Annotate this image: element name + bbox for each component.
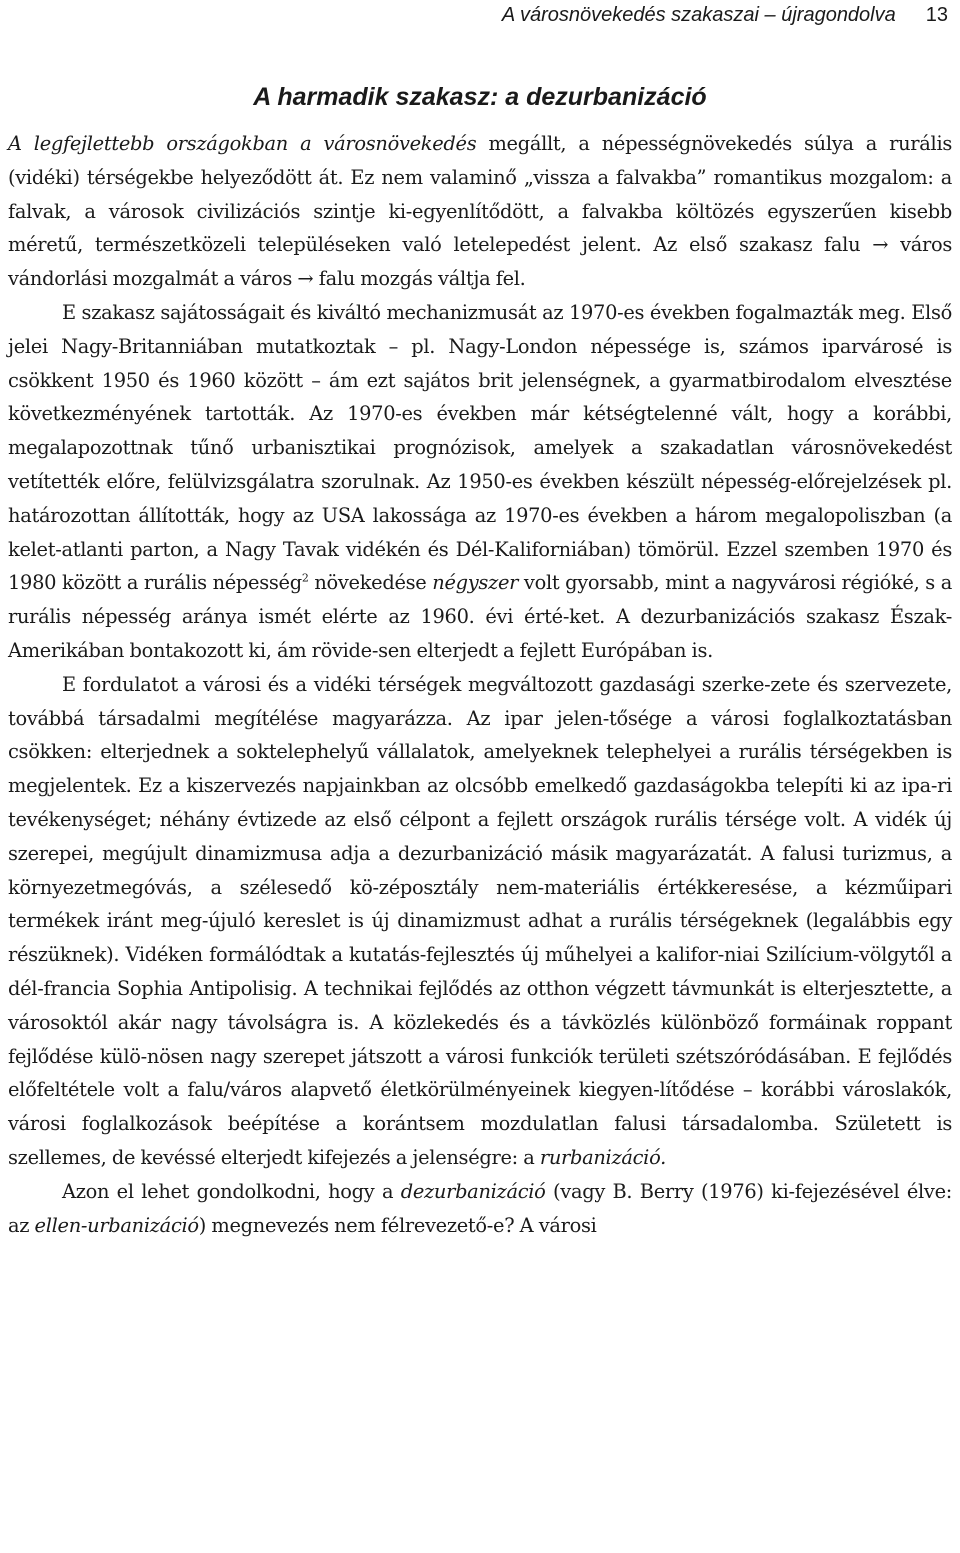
emphasis-text: dezurbanizáció	[400, 1179, 546, 1203]
body-text	[8, 127, 952, 1242]
paragraph-text: Azon el lehet gondolkodni, hogy a	[62, 1179, 401, 1203]
paragraph-text: növekedése	[308, 571, 433, 595]
paragraph-text: E szakasz sajátosságait és kiváltó mechanizmusát az 1970-es években fogalmazták meg. Első jelei Nagy-Britanniában mutatkoztak – pl. Nagy-London népessége is, számos iparvárosé is csökkent 1950 és 1960 között – ám ezt sajátos brit jelenségnek, a gyarmatbirodalom elvesztése következményének tartották. Az 1970-es években már kétségtelenné vált, hogy a korábbi, megalapozottnak tűnő urbanisztikai prognózisok, amelyek a szakadatlan városnövekedést vetítették előre, felülvizsgálatra szorulnak. Az 1950-es években készült népesség-előrejelzések pl. határozottan állították, hogy az USA lakossága az 1970-es években a három megalopoliszban (a kelet-atlanti parton, a Nagy Tavak vidékén és Dél-Kaliforniában) tömörül. Ezzel szemben 1970 és 1980 között a rurális népesség	[8, 300, 952, 595]
paragraph-text: ) megnevezés nem félrevezető-e? A városi	[198, 1213, 597, 1237]
paragraph-1	[8, 127, 952, 296]
page-number: 13	[925, 4, 948, 26]
running-header	[502, 4, 948, 26]
document-page	[8, 0, 952, 1553]
section-title: A harmadik szakasz: a dezurbanizáció	[253, 82, 707, 111]
paragraph-text: megállt, a népességnövekedés súlya a rurális (vidéki) térségekbe helyeződött át. Ez nem valaminő „vissza a falvakba” romantikus mozgalom: a falvak, a városok civilizációs szintje ki-egyenlítődött, a falvakba költözés egyszerűen kisebb méretű, természetközeli településeken való letelepedést jelent. Az első szakasz falu → város vándorlási mozgalmát a város → falu mozgás váltja fel.	[8, 132, 952, 291]
running-title: A városnövekedés szakaszai – újragondolva	[501, 4, 896, 26]
footnote-mark: 2	[301, 571, 309, 585]
paragraph-text: volt gyorsabb, mint a nagyvárosi régióké, s a rurális népesség aránya ismét elérte az 1960. évi érté-ket. A dezurbanizációs szakasz Észak-Amerikában bontakozott ki, ám rövide-sen elterjedt a fejlett Európában is.	[8, 571, 952, 662]
paragraph-3	[8, 668, 952, 1175]
emphasis-text: A legfejlettebb országokban a városnövekedés	[8, 132, 477, 155]
emphasis-text: rurbanizáció.	[539, 1145, 666, 1169]
emphasis-text: ellen-urbanizáció	[34, 1213, 199, 1237]
emphasis-text: négyszer	[432, 571, 519, 595]
paragraph-2	[8, 296, 952, 668]
paragraph-text: E fordulatot a városi és a vidéki térségek megváltozott gazdasági szerke-zete és szervezete, továbbá társadalmi megítélése magyarázza. Az ipar jelen-tősége a városi foglalkoztatásban csökken: elterjednek a soktelephelyű vállalatok, amelyeknek telephelyei a rurális térségekben is megjelentek. Ez a kiszervezés napjainkban az olcsóbb emelkedő gazdaságokba telepíti ki az ipa-ri tevékenységet; néhány évtizede az első célpont a fejlett országok rurális térsége volt. A vidék új szerepei, megújult dinamizmusa adja a dezurbanizáció másik magyarázatát. A falusi turizmus, a környezetmegóvás, a szélesedő kö-zéposztály nem-materiális értékkeresése, a kézműipari termékek iránt meg-újuló kereslet is új dinamizmust adhat a rurális térségeknek (legalábbis egy részüknek). Vidéken formálódtak a kutatás-fejlesztés új műhelyei a kalifor-niai Szilícium-völgytől a dél-francia Sophia Antipolisig. A technikai fejlődés az otthon végzett távmunkát is elterjesztette, a városoktól akár nagy távolságra is. A közlekedés és a távközlés különböző formáinak roppant fejlődése külö-nösen nagy szerepet játszott a városi funkciók területi szétszóródásában. E fejlődés előfeltétele volt a falu/város alapvető életkörülményeinek kiegyen-lítődése – korábbi városlakók, városi foglalkozások beépítése a korántsem mozdulatlan falusi társadalomba. Született is szellemes, de kevéssé elterjedt kifejezés a jelenségre: a	[8, 672, 952, 1169]
paragraph-text: (vagy B. Berry (1976) ki-fejezésével élve: az	[8, 1179, 952, 1237]
paragraph-4	[8, 1175, 952, 1243]
